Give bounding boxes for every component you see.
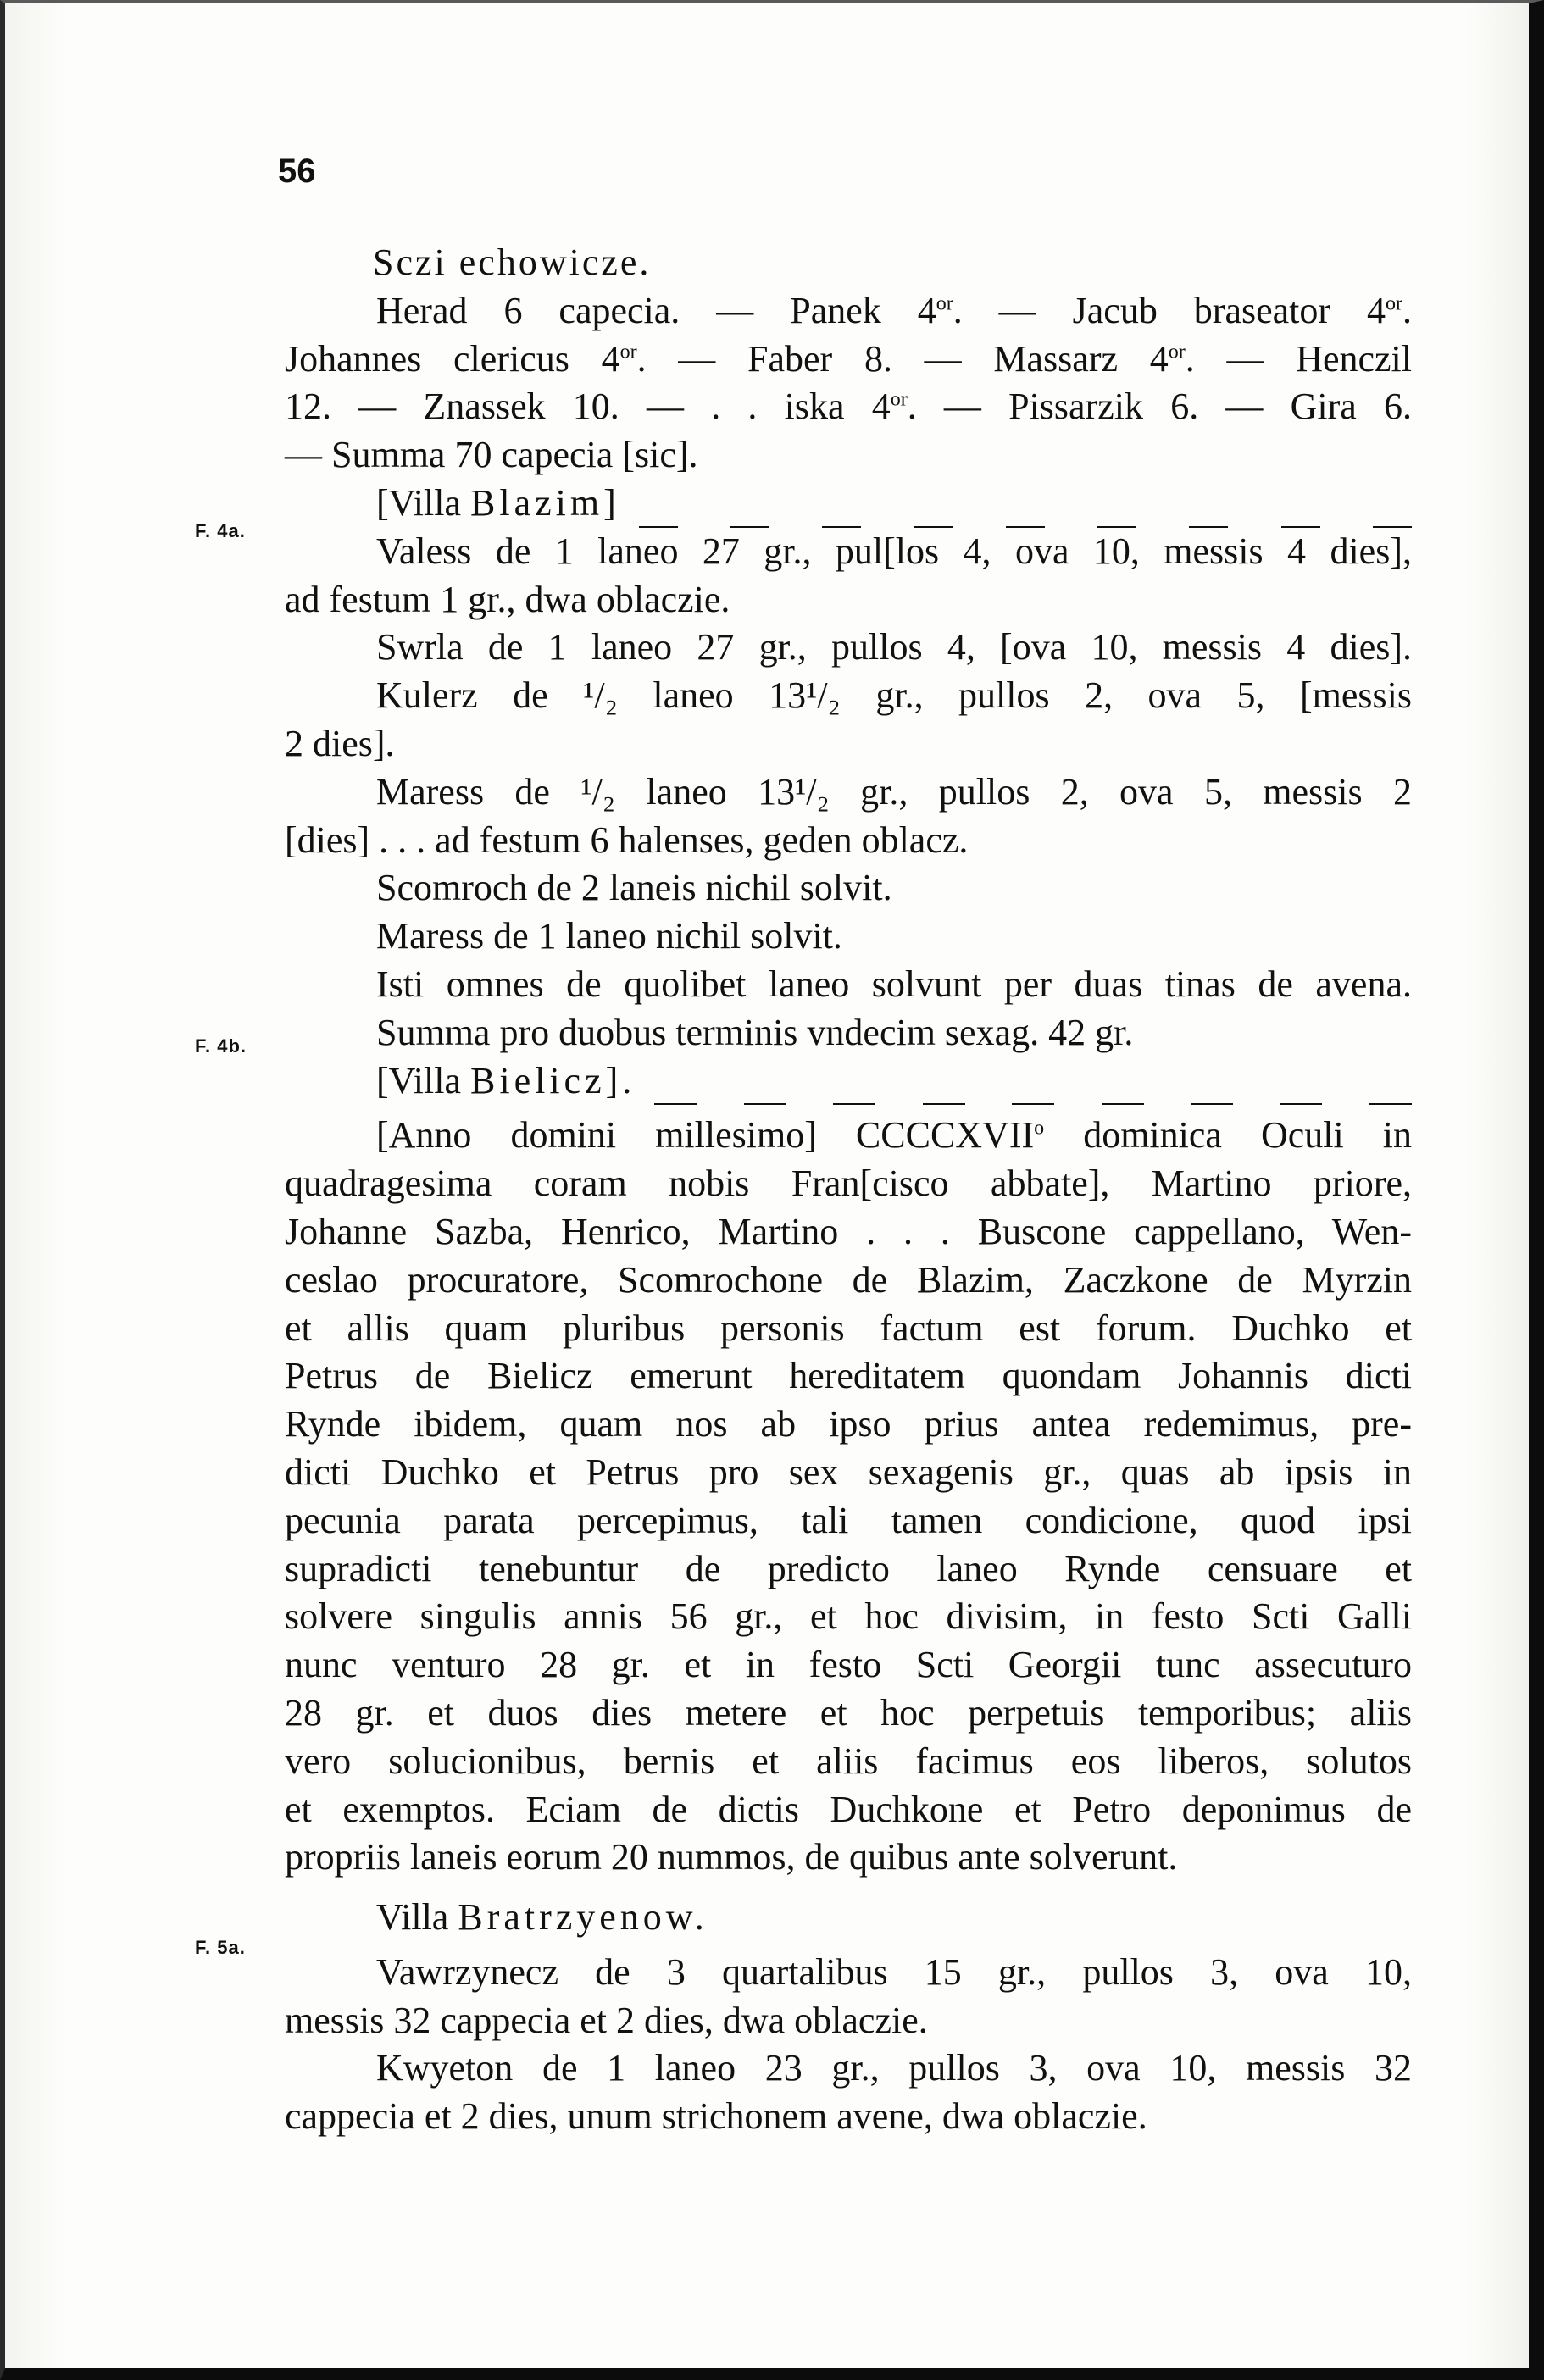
text-line: 28 gr. et duos dies metere et hoc perpetuis temporibus; aliis (285, 1691, 1412, 1734)
text-line: Swrla de 1 laneo 27 gr., pullos 4, [ova 10, messis 4 dies]. (376, 626, 1412, 669)
text-line: Maress de 1 laneo nichil solvit. (376, 915, 842, 957)
page-body (285, 239, 1412, 2141)
text-line: vero solucionibus, bernis et aliis facimus eos liberos, solutos (285, 1739, 1412, 1782)
text-line: 12. — Znassek 10. — . . iska $4^{or}$. — Pissarzik 6. — Gira 6. (285, 386, 1412, 428)
text-line: [Anno domini millesimo] CCCCXVII$^o$ dominica Oculi in (376, 1114, 1412, 1157)
text-line: nunc venturo 28 gr. et in festo Scti Georgii tunc assecuturo (285, 1644, 1412, 1686)
section-heading-bratrzyenow: Villa Bratrzyenow. (376, 1896, 708, 1939)
text-line: dicti Duchko et Petrus pro sex sexagenis gr., quas ab ipsis in (285, 1451, 1412, 1493)
marginal-note-f4b: F. 4b. (195, 1035, 247, 1057)
text-line: ceslao procuratore, Scomrochone de Blazim, Zaczkone de Myrzin (285, 1258, 1412, 1301)
text-line: Kwyeton de 1 laneo 23 gr., pullos 3, ova 10, messis 32 (376, 2047, 1412, 2089)
text-line: quadragesima coram nobis Fran[cisco abbate], Martino priore, (285, 1162, 1412, 1205)
text-line: Isti omnes de quolibet laneo solvunt per duas tinas de avena. (376, 963, 1412, 1005)
text-line: Maress de ¹/₂ laneo 13¹/₂ gr., pullos 2, ova 5, messis 2 (376, 770, 1412, 813)
text-line: Vawrzynecz de 3 quartalibus 15 gr., pullos 3, ova 10, (376, 1950, 1412, 1993)
text-line: et exemptos. Eciam de dictis Duchkone et Petro deponimus de (285, 1788, 1412, 1830)
text-line: Kulerz de ¹/₂ laneo 13¹/₂ gr., pullos 2, ova 5, [messis (376, 674, 1413, 717)
marginal-note-f5a: F. 5a. (195, 1937, 246, 1958)
text-line: Valess de 1 laneo 27 gr., pul[los 4, ova 10, messis 4 dies], (376, 530, 1412, 572)
dash-rule (654, 1069, 1412, 1105)
section-heading-blazim: [Villa Blazim] (285, 480, 1412, 528)
text-line: pecunia parata percepimus, tali tamen condicione, quod ipsi (285, 1499, 1412, 1541)
marginal-note-f4a: F. 4a. (195, 520, 246, 541)
text-line: Johanne Sazba, Henrico, Martino . . . Buscone cappellano, Wen- (285, 1210, 1412, 1252)
text-line: et allis quam pluribus personis factum est forum. Duchko et (285, 1307, 1412, 1349)
section-heading-bielicz: [Villa Bielicz]. (285, 1057, 1412, 1106)
text-line: supradicti tenebuntur de predicto laneo Rynde censuare et (285, 1547, 1412, 1589)
text-line: — Summa 70 capecia [sic]. (285, 434, 698, 476)
text-line: messis 32 cappecia et 2 dies, dwa oblaczie. (285, 1999, 928, 2041)
text-line: Johannes clericus $4^{or}$. — Faber 8. — Massarz $4^{or}$. — Henczil (285, 337, 1412, 380)
text-line: Rynde ibidem, quam nos ab ipso prius antea redemimus, pre- (285, 1403, 1412, 1445)
text-line: Herad 6 capecia. — Panek $4^{or}$. — Jacub braseator $4^{or}$. (376, 289, 1413, 331)
text-line: propriis laneis eorum 20 nummos, de quibus ante solverunt. (285, 1836, 1178, 1878)
text-line: 2 dies]. (285, 722, 395, 764)
section-heading-sciechowicze: Sczi echowicze. (373, 241, 652, 283)
text-line: cappecia et 2 dies, unum strichonem avene, dwa oblaczie. (285, 2095, 1147, 2138)
text-line: [dies] . . . ad festum 6 halenses, geden oblacz. (285, 818, 969, 861)
text-line: Petrus de Bielicz emerunt hereditatem quondam Johannis dicti (285, 1355, 1412, 1397)
dash-rule (639, 492, 1412, 528)
text-line: Scomroch de 2 laneis nichil solvit. (376, 867, 892, 909)
text-line: solvere singulis annis 56 gr., et hoc divisim, in festo Scti Galli (285, 1595, 1412, 1638)
text-line: Summa pro duobus terminis vndecim sexag. 42 gr. (376, 1011, 1134, 1053)
text-line: ad festum 1 gr., dwa oblaczie. (285, 578, 730, 620)
page-number: 56 (278, 153, 316, 190)
